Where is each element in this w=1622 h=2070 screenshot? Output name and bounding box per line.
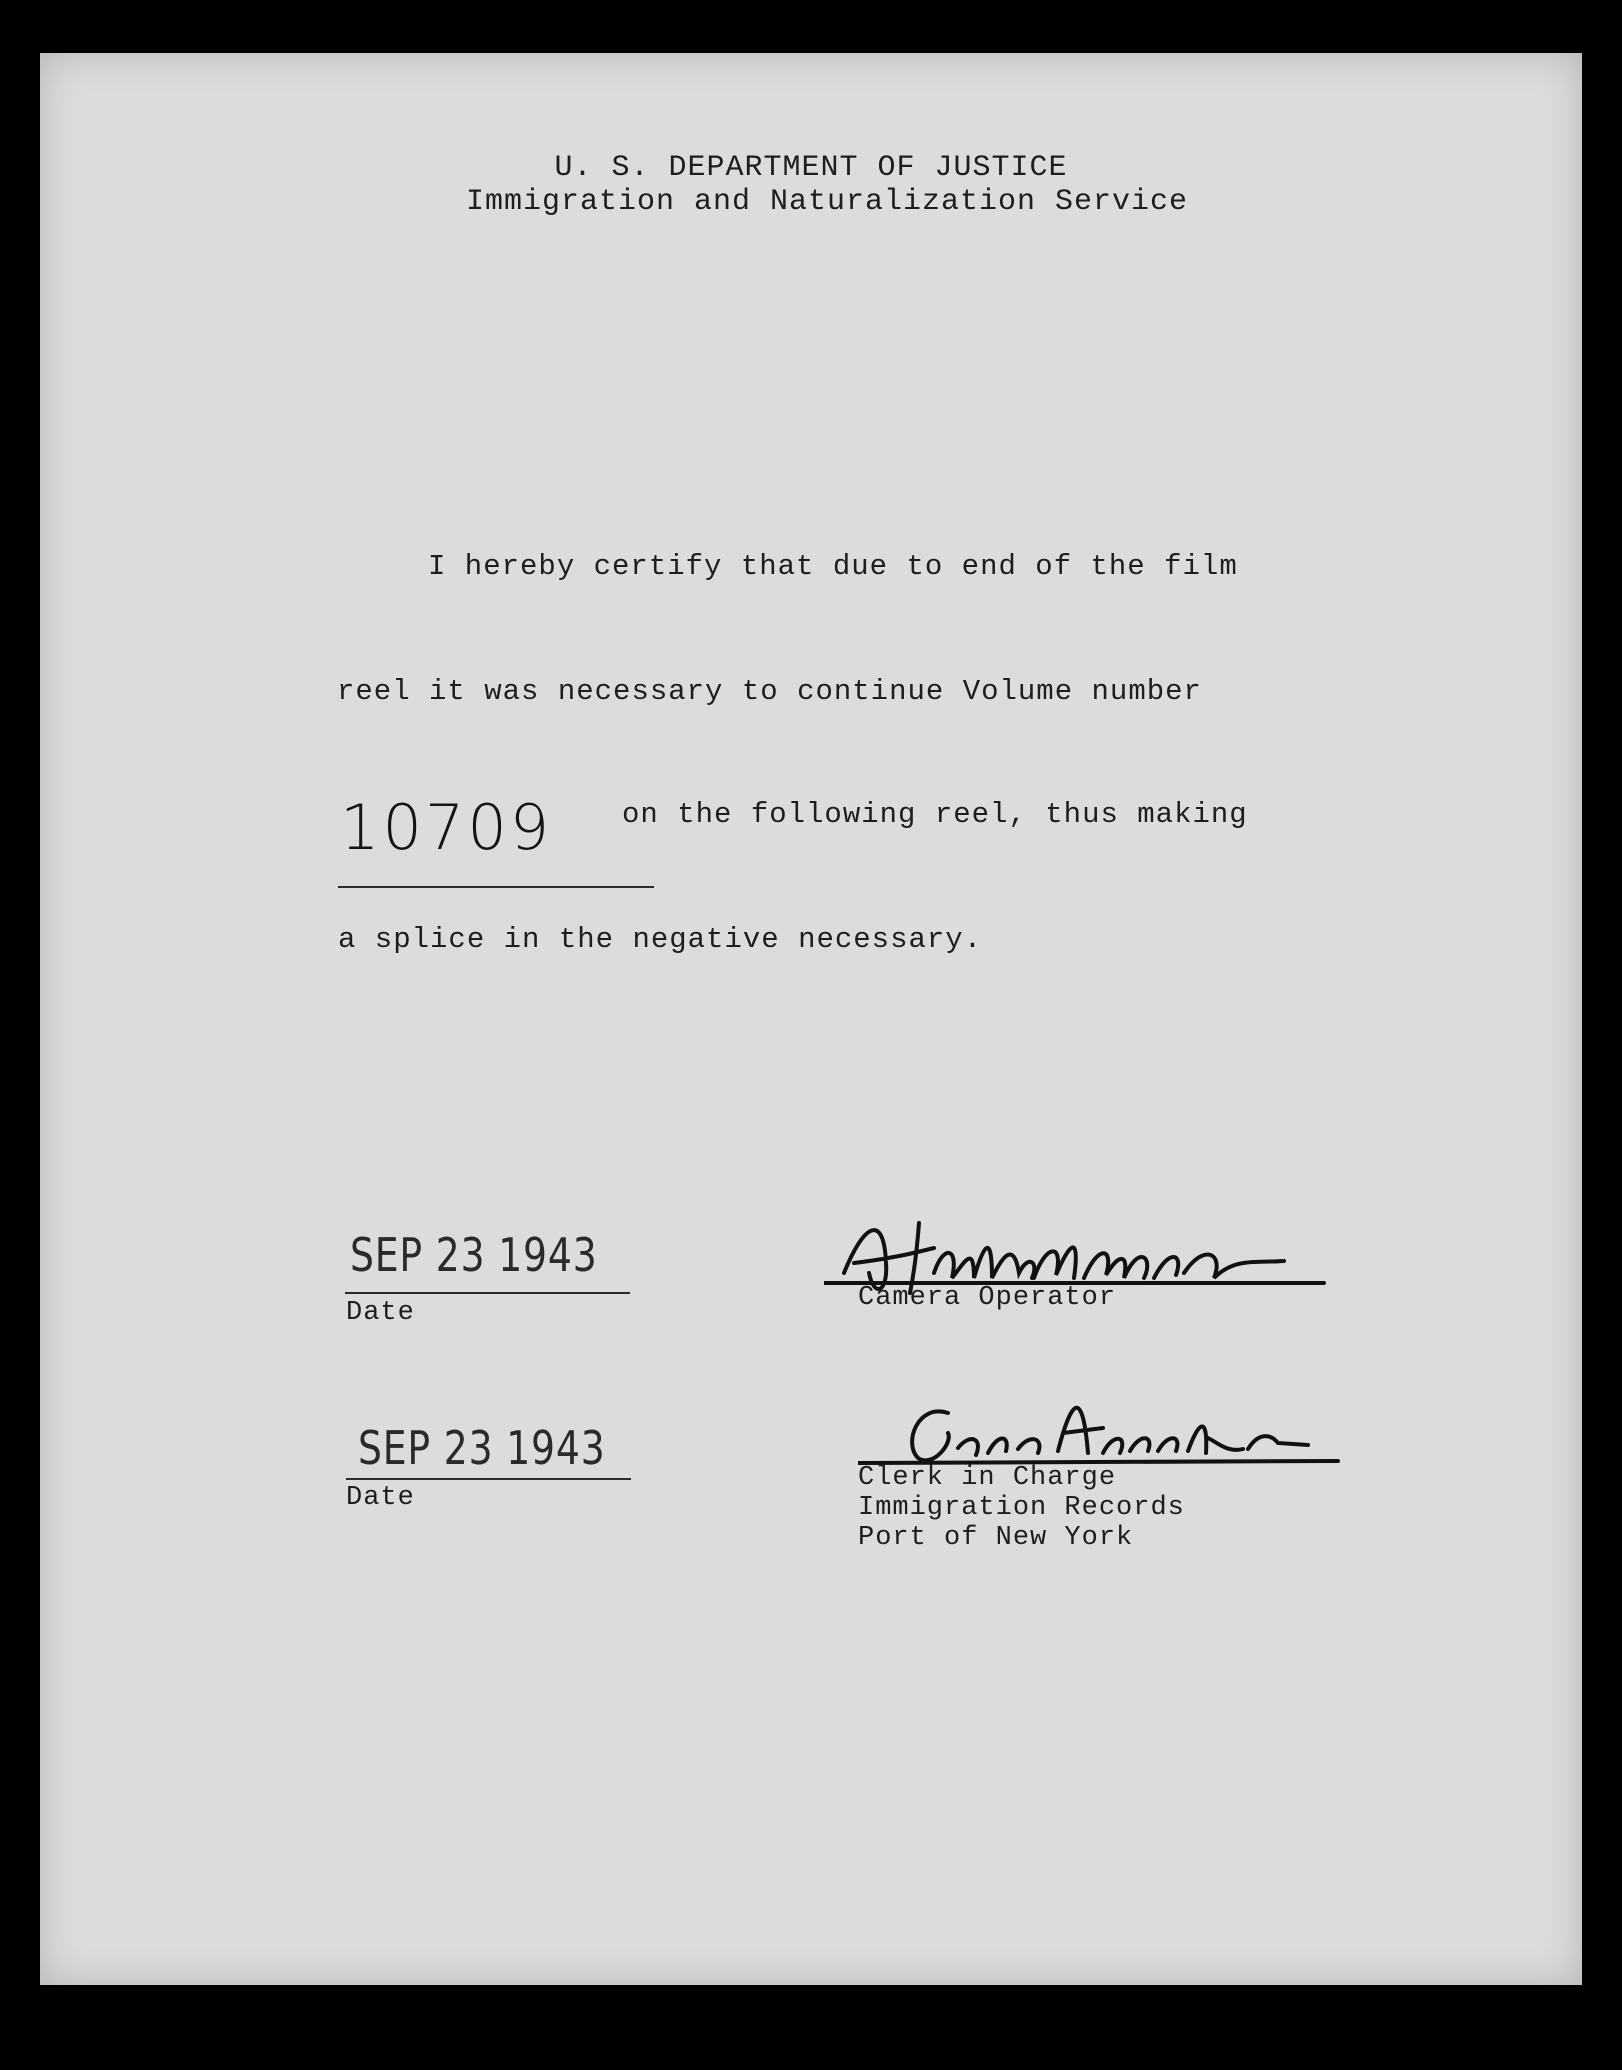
date-stamp-2: SEP 23 1943 [358,1421,606,1475]
clerk-title-line-2: Immigration Records [858,1493,1185,1523]
certification-line-3: on the following reel, thus making [622,798,1248,831]
volume-number-handwritten: 10709 [340,791,553,864]
department-heading: U. S. DEPARTMENT OF JUSTICE [554,151,1068,185]
date-line-1 [345,1292,630,1294]
service-heading: Immigration and Naturalization Service [465,185,1189,219]
clerk-title-line-1: Clerk in Charge [858,1463,1117,1493]
clerk-title-line-3: Port of New York [858,1523,1134,1553]
certification-line-4: a splice in the negative necessary. [338,923,983,956]
document-page [40,53,1582,1985]
camera-operator-label: Camera Operator [858,1283,1117,1313]
date-stamp-1: SEP 23 1943 [350,1228,598,1282]
date-label-2: Date [346,1483,415,1513]
date-label-1: Date [346,1298,415,1328]
date-line-2 [346,1478,631,1480]
certification-line-2: reel it was necessary to continue Volume number [337,675,1202,708]
volume-number-underline [338,886,654,888]
certification-line-1: I hereby certify that due to end of the film [428,550,1238,583]
